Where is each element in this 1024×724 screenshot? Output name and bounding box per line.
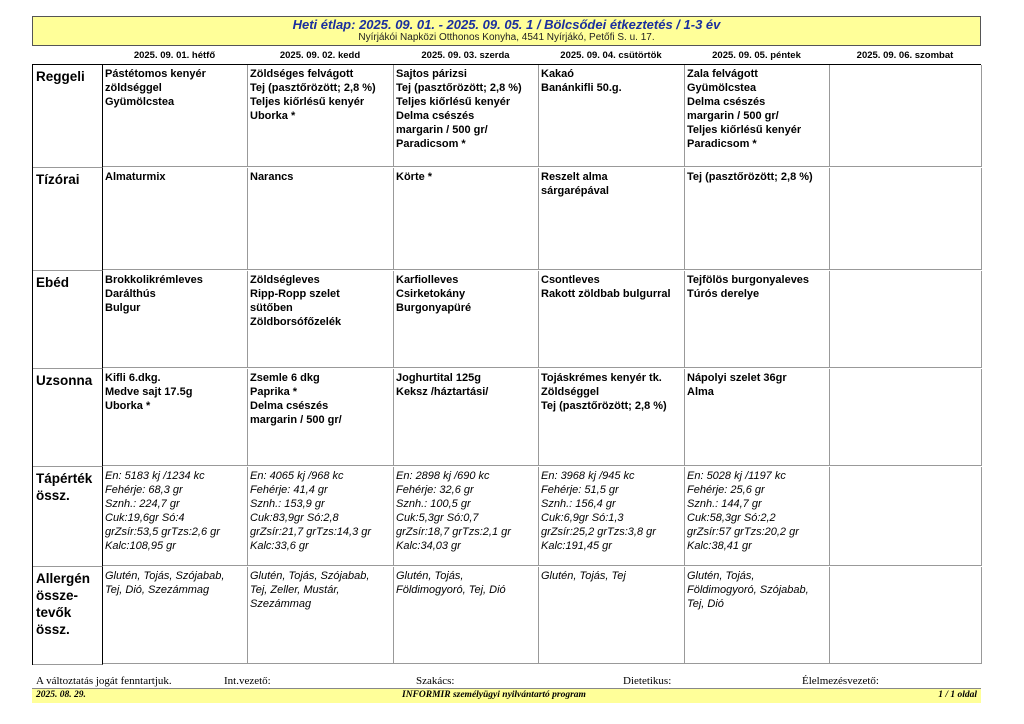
menu-cell (394, 369, 539, 466)
menu-cell (539, 271, 685, 368)
row-label-text: össze- (36, 588, 79, 603)
menu-cell (539, 65, 685, 167)
menu-cell (539, 467, 685, 566)
menu-cell (685, 168, 830, 270)
info-line: Kalc:108,95 gr (105, 540, 176, 552)
menu-cell (248, 369, 394, 466)
menu-cell (685, 467, 830, 566)
info-line: Tej, Dió, Szezámmag (105, 584, 210, 596)
info-line: Sznh.: 144,7 gr (687, 498, 762, 510)
info-line: Szezámmag (250, 598, 312, 610)
info-line: Kalc:38,41 gr (687, 540, 752, 552)
dish-line: Tej (pasztőrözött; 2,8 %) (687, 171, 813, 183)
info-line: grZsír:53,5 grTzs:2,6 gr (105, 526, 220, 538)
row-label-taperték (33, 467, 103, 567)
dish-line: Alma (687, 386, 714, 398)
row-label-text: össz. (36, 488, 70, 503)
info-line: En: 5028 kj /1197 kc (687, 470, 786, 482)
menu-cell (103, 168, 248, 270)
dish-line: Körte * (396, 171, 433, 183)
dish-line: margarin / 500 gr/ (396, 124, 488, 136)
dish-line: Ripp-Ropp szelet (250, 288, 340, 300)
menu-cell (103, 369, 248, 466)
row-label-allergen (33, 567, 103, 665)
elelmezesvezeto-label: Élelmezésvezető: (802, 675, 879, 687)
dish-line: sütőben (250, 302, 293, 314)
info-line: Földimogyoró, Tej, Dió (396, 584, 506, 596)
info-line: Kalc:33,6 gr (250, 540, 309, 552)
page-number: 1 / 1 oldal (938, 690, 977, 700)
page-title: Heti étlap: 2025. 09. 01. - 2025. 09. 05. 1 / Bölcsődei étkeztetés / 1-3 év (292, 17, 721, 32)
menu-cell (830, 271, 982, 368)
info-line: Fehérje: 32,6 gr (396, 484, 474, 496)
header-box (32, 16, 981, 46)
info-line: Fehérje: 25,6 gr (687, 484, 765, 496)
dish-line: Delma csészés (396, 110, 475, 122)
info-line: grZsír:21,7 grTzs:14,3 gr (250, 526, 372, 538)
info-line: Cuk:5,3gr Só:0,7 (396, 512, 479, 524)
info-line: Tej, Zeller, Mustár, (250, 584, 340, 596)
print-date: 2025. 08. 29. (36, 690, 86, 700)
day-header-friday: 2025. 09. 05. péntek (712, 50, 801, 61)
row-label-ebed (33, 271, 103, 369)
info-line: En: 4065 kj /968 kc (250, 470, 344, 482)
info-line: Cuk:6,9gr Só:1,3 (541, 512, 624, 524)
dish-line: Teljes kiőrlésű kenyér (687, 124, 802, 136)
day-header-wednesday: 2025. 09. 03. szerda (421, 50, 510, 61)
info-line: Glutén, Tojás, Szójabab, (250, 570, 370, 582)
dish-line: Uborka * (105, 400, 151, 412)
info-line: Fehérje: 51,5 gr (541, 484, 619, 496)
info-line: Sznh.: 153,9 gr (250, 498, 325, 510)
dish-line: Sajtos párizsi (396, 68, 467, 80)
dish-line: Gyümölcstea (687, 82, 757, 94)
info-line: Glutén, Tojás, (396, 570, 464, 582)
dish-line: margarin / 500 gr/ (687, 110, 779, 122)
info-line: grZsír:57 grTzs:20,2 gr (687, 526, 799, 538)
dish-line: margarin / 500 gr/ (250, 414, 342, 426)
dish-line: Zöldségleves (250, 274, 320, 286)
row-label-uzsonna (33, 369, 103, 467)
dish-line: Csontleves (541, 274, 600, 286)
menu-cell (394, 65, 539, 167)
menu-cell (103, 467, 248, 566)
row-label-text: Ebéd (36, 275, 70, 290)
menu-cell (830, 168, 982, 270)
info-line: grZsír:25,2 grTzs:3,8 gr (541, 526, 656, 538)
info-line: Fehérje: 41,4 gr (250, 484, 328, 496)
dish-line: Tej (pasztőrözött; 2,8 %) (541, 400, 667, 412)
dish-line: Teljes kiőrlésű kenyér (250, 96, 365, 108)
dish-line: Zsemle 6 dkg (250, 372, 320, 384)
dish-line: Burgonyapüré (396, 302, 472, 314)
dish-line: Uborka * (250, 110, 296, 122)
dish-line: Nápolyi szelet 36gr (687, 372, 787, 384)
info-line: Glutén, Tojás, Tej (541, 570, 626, 582)
dish-line: Zöldséges felvágott (250, 68, 354, 80)
day-header-thursday: 2025. 09. 04. csütörtök (560, 50, 662, 61)
menu-cell (685, 567, 830, 664)
day-header-monday: 2025. 09. 01. hétfő (133, 50, 216, 61)
menu-table (32, 64, 981, 665)
dish-line: zöldséggel (105, 82, 162, 94)
row-label-text: Allergén (36, 571, 91, 586)
dish-line: Rakott zöldbab bulgurral (541, 288, 671, 300)
info-line: Glutén, Tojás, (687, 570, 755, 582)
dish-line: Keksz /háztartási/ (396, 386, 489, 398)
menu-cell (248, 65, 394, 167)
menu-cell (830, 369, 982, 466)
dish-line: Banánkifli 50.g. (541, 82, 622, 94)
menu-cell (248, 467, 394, 566)
dish-line: Karfiolleves (396, 274, 459, 286)
row-label-text: Reggeli (36, 69, 85, 84)
info-line: En: 5183 kj /1234 kc (105, 470, 205, 482)
dish-line: sárgarépával (541, 185, 609, 197)
dish-line: Tojáskrémes kenyér tk. (541, 372, 662, 384)
menu-cell (830, 467, 982, 566)
menu-cell (103, 65, 248, 167)
row-label-text: Tízórai (36, 172, 80, 187)
menu-cell (394, 567, 539, 664)
program-name: INFORMIR személyügyi nyilvántartó program (402, 690, 586, 700)
dish-line: Bulgur (105, 302, 141, 314)
dish-line: Zala felvágott (687, 68, 758, 80)
menu-cell (103, 271, 248, 368)
dish-line: Tej (pasztőrözött; 2,8 %) (396, 82, 522, 94)
footer-bar (32, 688, 981, 703)
szakacs-label: Szakács: (416, 675, 455, 687)
info-line: Sznh.: 224,7 gr (105, 498, 180, 510)
menu-cell (394, 467, 539, 566)
dish-line: Almaturmix (105, 171, 166, 183)
day-header-row (32, 48, 981, 64)
menu-cell (394, 271, 539, 368)
info-line: Kalc:191,45 gr (541, 540, 612, 552)
menu-cell (394, 168, 539, 270)
info-line: Cuk:58,3gr Só:2,2 (687, 512, 776, 524)
info-line: Kalc:34,03 gr (396, 540, 461, 552)
dish-line: Medve sajt 17.5g (105, 386, 193, 398)
dish-line: Gyümölcstea (105, 96, 175, 108)
menu-cell (248, 567, 394, 664)
dish-line: Paprika * (250, 386, 298, 398)
row-label-tizorai (33, 168, 103, 271)
dish-line: Kakaó (541, 68, 575, 80)
kitchen-address: Nyírjákói Napközi Otthonos Konyha, 4541 Nyírjákó, Petőfi S. u. 17. (358, 32, 655, 43)
info-line: grZsír:18,7 grTzs:2,1 gr (396, 526, 511, 538)
dish-line: Reszelt alma (541, 171, 608, 183)
info-line: En: 3968 kj /945 kc (541, 470, 635, 482)
menu-cell (539, 567, 685, 664)
dietetikus-label: Dietetikus: (623, 675, 672, 687)
dish-line: Delma csészés (250, 400, 329, 412)
info-line: Sznh.: 100,5 gr (396, 498, 471, 510)
dish-line: Brokkolikrémleves (105, 274, 203, 286)
dish-line: Darálthús (105, 288, 156, 300)
info-line: Cuk:83,9gr Só:2,8 (250, 512, 339, 524)
info-line: Cuk:19,6gr Só:4 (105, 512, 185, 524)
dish-line: Teljes kiőrlésű kenyér (396, 96, 511, 108)
reserve-note: A változtatás jogát fenntartjuk. (36, 675, 172, 687)
dish-line: Túrós derelye (687, 288, 760, 300)
day-header-saturday: 2025. 09. 06. szombat (856, 50, 954, 61)
menu-cell (830, 567, 982, 664)
day-header-tuesday: 2025. 09. 02. kedd (279, 50, 361, 61)
dish-line: Tej (pasztőrözött; 2,8 %) (250, 82, 376, 94)
menu-sheet (32, 16, 981, 665)
menu-cell (539, 369, 685, 466)
menu-cell (539, 168, 685, 270)
menu-cell (248, 271, 394, 368)
dish-line: Csirketokány (396, 288, 466, 300)
dish-line: Tejfölös burgonyaleves (687, 274, 810, 286)
info-line: Glutén, Tojás, Szójabab, (105, 570, 225, 582)
dish-line: Joghurtital 125g (396, 372, 481, 384)
dish-line: Paradicsom * (396, 138, 466, 150)
row-label-text: Uzsonna (36, 373, 93, 388)
dish-line: Paradicsom * (687, 138, 757, 150)
row-label-text: tevők (36, 605, 72, 620)
info-line: Sznh.: 156,4 gr (541, 498, 616, 510)
int-vezeto-label: Int.vezető: (224, 675, 271, 687)
info-line: En: 2898 kj /690 kc (396, 470, 490, 482)
dish-line: Zöldborsófőzelék (250, 316, 342, 328)
dish-line: Zöldséggel (541, 386, 600, 398)
dish-line: Kifli 6.dkg. (105, 372, 161, 384)
dish-line: Pástétomos kenyér (105, 68, 206, 80)
day-header-spacer (32, 48, 102, 64)
info-line: Tej, Dió (687, 598, 724, 610)
row-label-text: össz. (36, 622, 70, 637)
dish-line: Narancs (250, 171, 294, 183)
menu-cell (685, 65, 830, 167)
row-label-text: Tápérték (36, 471, 93, 486)
menu-cell (685, 271, 830, 368)
info-line: Földimogyoró, Szójabab, (687, 584, 809, 596)
menu-cell (103, 567, 248, 664)
menu-cell (830, 65, 982, 167)
menu-cell (248, 168, 394, 270)
info-line: Fehérje: 68,3 gr (105, 484, 183, 496)
row-label-reggeli (33, 65, 103, 168)
menu-cell (685, 369, 830, 466)
dish-line: Delma csészés (687, 96, 766, 108)
